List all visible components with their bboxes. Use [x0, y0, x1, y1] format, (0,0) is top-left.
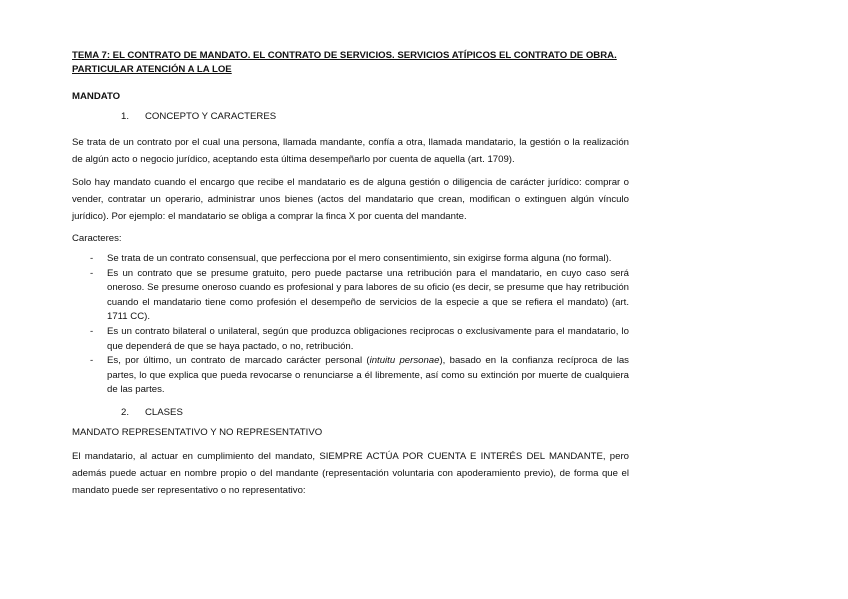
list-item-text-before: Es, por último, un contrato de marcado carácter personal (	[107, 355, 370, 367]
list-item-text: Es un contrato que se presume gratuito, pero puede pactarse una retribución para el mandatario, en cuyo caso será oneroso. Se presume oneroso cuando es profesional y para labores de su oficio (es decir, se presume que hay retribución cuando el mandatario tiene como profesión el desempeño de servicios de la especie a que se refiera el mandato) (art. 1711 CC).	[107, 267, 629, 323]
paragraph-definition: Se trata de un contrato por el cual una persona, llamada mandante, confía a otra, llamada mandatario, la gestión o la realización de algún acto o negocio jurídico, aceptando esta última desempeñarlo por cuenta de aquella (art. 1709).	[72, 137, 629, 165]
list-dash: -	[90, 253, 94, 264]
item-label: CLASES	[145, 406, 183, 418]
numbered-heading-clases	[72, 406, 629, 420]
list-item-text: Es un contrato bilateral o unilateral, según que produzca obligaciones reciprocas o exclusivamente para el mandatario, lo que dependerá de que se haya pactado, o no, retribución.	[107, 325, 629, 352]
list-item-text-italic: intuitu personae	[369, 355, 440, 367]
list-dash: -	[90, 355, 94, 367]
paragraph-scope: Solo hay mandato cuando el encargo que recibe el mandatario es de alguna gestión o diligencia de carácter jurídico: comprar o vender, contratar un operario, administrar unos bienes (actos del mandatario que crean, modifican o extinguen algún vínculo jurídico). Por ejemplo: el mandatario se obliga a comprar la finca X por cuenta del mandante.	[72, 177, 629, 222]
title-line-2: PARTICULAR ATENCIÓN A LA LOE	[72, 64, 232, 75]
list-item-text: Se trata de un contrato consensual, que perfecciona por el mero consentimiento, sin exigirse forma alguna (no formal).	[107, 253, 612, 264]
list-dash: -	[90, 325, 94, 337]
caracteres-label: Caracteres:	[72, 233, 122, 244]
numbered-heading-concepto	[72, 110, 629, 124]
list-dash: -	[90, 267, 94, 279]
document-page	[72, 49, 629, 499]
list-item	[72, 267, 629, 325]
subheading-representativo: MANDATO REPRESENTATIVO Y NO REPRESENTATIVO	[72, 426, 323, 438]
paragraph-representation: El mandatario, al actuar en cumplimiento del mandato, SIEMPRE ACTÚA POR CUENTA E INTERÉS DEL MANDANTE, pero además puede actuar en nombre propio o del mandante (representación voluntaria con apoderamiento previo), de forma que el mandato puede ser representativo o no representativo:	[72, 450, 629, 496]
section-heading-mandato: MANDATO	[72, 91, 121, 102]
list-item	[72, 325, 629, 354]
item-number: 1.	[121, 111, 130, 122]
document-title	[72, 49, 629, 77]
list-item-text-after: ), basado en la confianza recíproca de las partes, lo que explica que pueda revocarse o renunciarse a él libremente, así como su extinción por muerte de cualquiera de las partes.	[107, 355, 629, 396]
title-line-1: TEMA 7: EL CONTRATO DE MANDATO. EL CONTRATO DE SERVICIOS. SERVICIOS ATÍPICOS EL CONTRATO DE OBRA.	[72, 50, 617, 61]
list-item	[72, 354, 629, 398]
item-label: CONCEPTO Y CARACTERES	[145, 111, 277, 122]
list-item	[72, 252, 629, 267]
item-number: 2.	[121, 406, 130, 418]
caracteres-list	[72, 252, 629, 398]
